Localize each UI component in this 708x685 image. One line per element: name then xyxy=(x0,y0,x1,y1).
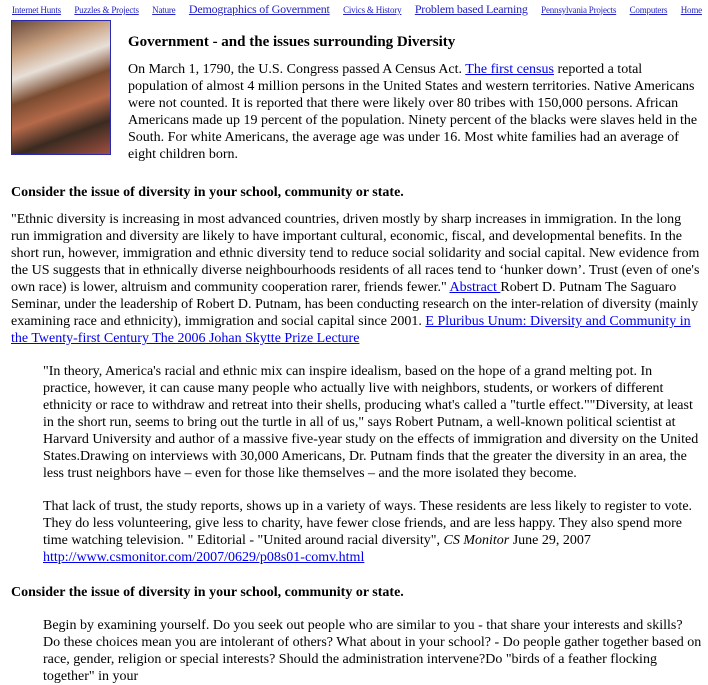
section-heading-2: Consider the issue of diversity in your school, community or state. xyxy=(11,585,404,600)
text: June 29, 2007 xyxy=(509,533,591,548)
source-name: CS Monitor xyxy=(443,533,510,548)
section-heading: Consider the issue of diversity in your school, community or state. xyxy=(11,185,404,200)
e-pluribus-unum-link[interactable]: E Pluribus Unum: Diversity and Community in the Twenty-first Century The 2006 Johan Skytte Prize Lecture xyxy=(11,314,691,346)
nav-home[interactable]: Home xyxy=(680,5,702,15)
page-title: Government - and the issues surrounding Diversity xyxy=(128,34,456,50)
nav-puzzles-projects[interactable]: Puzzles & Projects xyxy=(74,5,139,15)
diversity-painting-image xyxy=(11,20,111,155)
quote-paragraph: "In theory, America's racial and ethnic mix can inspire idealism, based on the hope of a grand melting pot. In practice, however, it can cause many people who actually live with neighbors, students, or workers of different ethnicity or race to withdraw and retreat into their shells, producing what's called a "turtle effect.""Diversity, at least in the short run, seems to bring out the turtle in all of us," says Robert Putnam, a well-known political scientist at Harvard University and author of a massive five-year study on the effects of immigration and diversity on the United States.Drawing on interviews with 30,000 Americans, Dr. Putnam finds that the greater the diversity in an area, the less trust neighbors have – even for those like themselves – and the more isolated they become. xyxy=(43,364,699,481)
quote-paragraph-2 xyxy=(43,498,703,566)
nav-nature[interactable]: Nature xyxy=(152,5,176,15)
text: That lack of trust, the study reports, shows up in a variety of ways. These residents are less likely to register to vote. They do less volunteering, give less to charity, have fewer close friends, and are less happy. They also spend more time watching television. " Editorial - "United around racial diversity", xyxy=(43,499,693,548)
abstract-link[interactable]: Abstract xyxy=(449,280,501,295)
nav-computers[interactable]: Computers xyxy=(629,5,668,15)
csmonitor-link[interactable]: http://www.csmonitor.com/2007/0629/p08s01-comv.html xyxy=(43,550,365,565)
header-section xyxy=(0,20,708,163)
intro-section xyxy=(128,20,698,163)
intro-paragraph xyxy=(128,61,698,163)
reflection-paragraph: Begin by examining yourself. Do you seek out people who are similar to you - that share your interests and skills? Do these choices mean you are intolerant of others? What about in your school? - Do people gather together based on race, gender, religion or special interests? Should the administration intervene?Do "birds of a feather flocking together" in your xyxy=(43,618,702,684)
top-nav xyxy=(0,0,708,18)
nav-internet-hunts[interactable]: Internet Hunts xyxy=(12,5,61,15)
nav-civics-history[interactable]: Civics & History xyxy=(343,5,402,15)
nav-demographics[interactable]: Demographics of Government xyxy=(188,2,330,16)
nav-problem-based-learning[interactable]: Problem based Learning xyxy=(414,2,528,16)
putnam-paragraph xyxy=(11,211,703,347)
text: On March 1, 1790, the U.S. Congress passed A Census Act. xyxy=(128,62,466,77)
nav-pennsylvania-projects[interactable]: Pennsylvania Projects xyxy=(541,5,617,15)
text: "Ethnic diversity is increasing in most advanced countries, driven mostly by sharp increases in immigration. In the long run immigration and diversity are likely to have important cultural, economic, fiscal, and developmental benefits. In the short run, however, immigration and ethnic diversity tend to reduce social solidarity and social capital. New evidence from the US suggests that in ethnically diverse neighbourhoods residents of all races tend to ‘hunker down’. Trust (even of one's own race) is lower, altruism and community cooperation rarer, friends fewer." xyxy=(11,212,700,295)
first-census-link[interactable]: The first census xyxy=(465,62,554,77)
text: reported a total population of almost 4 million persons in the United States and western territories. Native Americans were not counted. It is reported that there were likely over 80 tribes with 150,000 persons. African Americans made up 19 percent of the population. Ninety percent of the blacks were slaves held in the South. For white Americans, the average age was under 16. Most white families had an average of eight children born. xyxy=(128,62,698,162)
text: Robert D. Putnam The Saguaro Seminar, under the leadership of Robert D. Putnam, has been conducting research on the inter-relation of diversity (mainly examining race and ethnicity), immigration and social capital since 2001. xyxy=(11,280,699,329)
